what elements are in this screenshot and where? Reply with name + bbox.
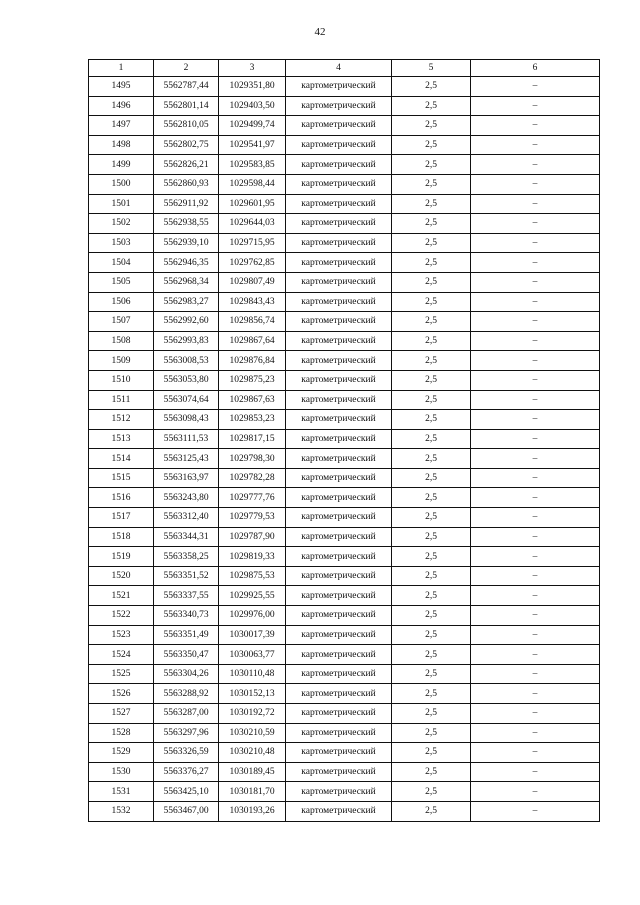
table-body (89, 77, 600, 822)
point-number-cell: 1507 (89, 312, 154, 332)
note-cell: – (471, 429, 600, 449)
accuracy-cell: 2,5 (392, 547, 471, 567)
y-coordinate-cell: 1029499,74 (219, 116, 286, 136)
note-cell: – (471, 449, 600, 469)
accuracy-cell: 2,5 (392, 606, 471, 626)
y-coordinate-cell: 1029876,84 (219, 351, 286, 371)
accuracy-cell: 2,5 (392, 116, 471, 136)
accuracy-cell: 2,5 (392, 743, 471, 763)
method-cell: картометрический (286, 351, 392, 371)
table-row (89, 684, 600, 704)
point-number-cell: 1516 (89, 488, 154, 508)
method-cell: картометрический (286, 586, 392, 606)
accuracy-cell: 2,5 (392, 312, 471, 332)
point-number-cell: 1501 (89, 194, 154, 214)
method-cell: картометрический (286, 194, 392, 214)
method-cell: картометрический (286, 547, 392, 567)
y-coordinate-cell: 1030192,72 (219, 704, 286, 724)
x-coordinate-cell: 5563358,25 (154, 547, 219, 567)
point-number-cell: 1506 (89, 292, 154, 312)
note-cell: – (471, 312, 600, 332)
y-coordinate-cell: 1029843,43 (219, 292, 286, 312)
point-number-cell: 1520 (89, 566, 154, 586)
note-cell: – (471, 135, 600, 155)
table-row (89, 527, 600, 547)
x-coordinate-cell: 5563098,43 (154, 410, 219, 430)
method-cell: картометрический (286, 292, 392, 312)
x-coordinate-cell: 5563344,31 (154, 527, 219, 547)
column-header: 3 (219, 60, 286, 77)
y-coordinate-cell: 1029875,23 (219, 370, 286, 390)
y-coordinate-cell: 1030017,39 (219, 625, 286, 645)
table-row (89, 586, 600, 606)
accuracy-cell: 2,5 (392, 684, 471, 704)
table-header-row (89, 60, 600, 77)
y-coordinate-cell: 1029819,33 (219, 547, 286, 567)
accuracy-cell: 2,5 (392, 488, 471, 508)
table-row (89, 468, 600, 488)
x-coordinate-cell: 5562787,44 (154, 77, 219, 97)
note-cell: – (471, 782, 600, 802)
method-cell: картометрический (286, 429, 392, 449)
x-coordinate-cell: 5562983,27 (154, 292, 219, 312)
x-coordinate-cell: 5563326,59 (154, 743, 219, 763)
table-row (89, 566, 600, 586)
point-number-cell: 1529 (89, 743, 154, 763)
method-cell: картометрический (286, 370, 392, 390)
note-cell: – (471, 606, 600, 626)
table-row (89, 214, 600, 234)
table-row (89, 272, 600, 292)
note-cell: – (471, 762, 600, 782)
note-cell: – (471, 527, 600, 547)
note-cell: – (471, 292, 600, 312)
x-coordinate-cell: 5562860,93 (154, 174, 219, 194)
x-coordinate-cell: 5563111,53 (154, 429, 219, 449)
method-cell: картометрический (286, 743, 392, 763)
point-number-cell: 1510 (89, 370, 154, 390)
x-coordinate-cell: 5562802,75 (154, 135, 219, 155)
y-coordinate-cell: 1029403,50 (219, 96, 286, 116)
y-coordinate-cell: 1029925,55 (219, 586, 286, 606)
method-cell: картометрический (286, 77, 392, 97)
note-cell: – (471, 77, 600, 97)
table-row (89, 116, 600, 136)
x-coordinate-cell: 5563425,10 (154, 782, 219, 802)
accuracy-cell: 2,5 (392, 566, 471, 586)
x-coordinate-cell: 5563053,80 (154, 370, 219, 390)
method-cell: картометрический (286, 135, 392, 155)
note-cell: – (471, 116, 600, 136)
y-coordinate-cell: 1029601,95 (219, 194, 286, 214)
note-cell: – (471, 331, 600, 351)
point-number-cell: 1511 (89, 390, 154, 410)
y-coordinate-cell: 1029541,97 (219, 135, 286, 155)
point-number-cell: 1504 (89, 253, 154, 273)
table-row (89, 331, 600, 351)
y-coordinate-cell: 1029853,23 (219, 410, 286, 430)
table-row (89, 312, 600, 332)
y-coordinate-cell: 1029856,74 (219, 312, 286, 332)
x-coordinate-cell: 5562826,21 (154, 155, 219, 175)
table-row (89, 370, 600, 390)
table-row (89, 664, 600, 684)
y-coordinate-cell: 1030193,26 (219, 801, 286, 821)
point-number-cell: 1532 (89, 801, 154, 821)
point-number-cell: 1518 (89, 527, 154, 547)
x-coordinate-cell: 5562993,83 (154, 331, 219, 351)
note-cell: – (471, 547, 600, 567)
table-row (89, 723, 600, 743)
y-coordinate-cell: 1030189,45 (219, 762, 286, 782)
method-cell: картометрический (286, 684, 392, 704)
table-row (89, 292, 600, 312)
y-coordinate-cell: 1030181,70 (219, 782, 286, 802)
column-header: 4 (286, 60, 392, 77)
accuracy-cell: 2,5 (392, 429, 471, 449)
accuracy-cell: 2,5 (392, 370, 471, 390)
method-cell: картометрический (286, 782, 392, 802)
x-coordinate-cell: 5562938,55 (154, 214, 219, 234)
accuracy-cell: 2,5 (392, 174, 471, 194)
accuracy-cell: 2,5 (392, 762, 471, 782)
x-coordinate-cell: 5563008,53 (154, 351, 219, 371)
point-number-cell: 1521 (89, 586, 154, 606)
method-cell: картометрический (286, 96, 392, 116)
x-coordinate-cell: 5562968,34 (154, 272, 219, 292)
note-cell: – (471, 155, 600, 175)
table-row (89, 782, 600, 802)
method-cell: картометрический (286, 508, 392, 528)
accuracy-cell: 2,5 (392, 96, 471, 116)
accuracy-cell: 2,5 (392, 586, 471, 606)
accuracy-cell: 2,5 (392, 253, 471, 273)
y-coordinate-cell: 1030110,48 (219, 664, 286, 684)
y-coordinate-cell: 1030063,77 (219, 645, 286, 665)
column-header: 2 (154, 60, 219, 77)
table-row (89, 547, 600, 567)
table-row (89, 233, 600, 253)
accuracy-cell: 2,5 (392, 292, 471, 312)
method-cell: картометрический (286, 704, 392, 724)
table-row (89, 194, 600, 214)
y-coordinate-cell: 1029598,44 (219, 174, 286, 194)
table-row (89, 449, 600, 469)
method-cell: картометрический (286, 664, 392, 684)
method-cell: картометрический (286, 116, 392, 136)
note-cell: – (471, 664, 600, 684)
note-cell: – (471, 370, 600, 390)
x-coordinate-cell: 5563351,52 (154, 566, 219, 586)
note-cell: – (471, 194, 600, 214)
y-coordinate-cell: 1029867,63 (219, 390, 286, 410)
point-number-cell: 1513 (89, 429, 154, 449)
note-cell: – (471, 586, 600, 606)
point-number-cell: 1527 (89, 704, 154, 724)
point-number-cell: 1514 (89, 449, 154, 469)
accuracy-cell: 2,5 (392, 351, 471, 371)
y-coordinate-cell: 1029351,80 (219, 77, 286, 97)
note-cell: – (471, 566, 600, 586)
y-coordinate-cell: 1029782,28 (219, 468, 286, 488)
point-number-cell: 1531 (89, 782, 154, 802)
table-row (89, 253, 600, 273)
note-cell: – (471, 684, 600, 704)
note-cell: – (471, 801, 600, 821)
x-coordinate-cell: 5563350,47 (154, 645, 219, 665)
x-coordinate-cell: 5562911,92 (154, 194, 219, 214)
note-cell: – (471, 272, 600, 292)
method-cell: картометрический (286, 312, 392, 332)
method-cell: картометрический (286, 214, 392, 234)
accuracy-cell: 2,5 (392, 272, 471, 292)
x-coordinate-cell: 5563304,26 (154, 664, 219, 684)
x-coordinate-cell: 5563287,00 (154, 704, 219, 724)
accuracy-cell: 2,5 (392, 704, 471, 724)
method-cell: картометрический (286, 155, 392, 175)
table-row (89, 77, 600, 97)
point-number-cell: 1526 (89, 684, 154, 704)
accuracy-cell: 2,5 (392, 468, 471, 488)
method-cell: картометрический (286, 723, 392, 743)
accuracy-cell: 2,5 (392, 410, 471, 430)
point-number-cell: 1528 (89, 723, 154, 743)
note-cell: – (471, 390, 600, 410)
x-coordinate-cell: 5563243,80 (154, 488, 219, 508)
y-coordinate-cell: 1029644,03 (219, 214, 286, 234)
y-coordinate-cell: 1030210,59 (219, 723, 286, 743)
accuracy-cell: 2,5 (392, 155, 471, 175)
x-coordinate-cell: 5562939,10 (154, 233, 219, 253)
x-coordinate-cell: 5563297,96 (154, 723, 219, 743)
note-cell: – (471, 233, 600, 253)
method-cell: картометрический (286, 410, 392, 430)
y-coordinate-cell: 1029583,85 (219, 155, 286, 175)
x-coordinate-cell: 5563125,43 (154, 449, 219, 469)
method-cell: картометрический (286, 606, 392, 626)
method-cell: картометрический (286, 762, 392, 782)
table-row (89, 762, 600, 782)
x-coordinate-cell: 5562946,35 (154, 253, 219, 273)
accuracy-cell: 2,5 (392, 801, 471, 821)
method-cell: картометрический (286, 174, 392, 194)
note-cell: – (471, 743, 600, 763)
point-number-cell: 1495 (89, 77, 154, 97)
note-cell: – (471, 508, 600, 528)
method-cell: картометрический (286, 625, 392, 645)
table-row (89, 801, 600, 821)
y-coordinate-cell: 1030152,13 (219, 684, 286, 704)
table-row (89, 96, 600, 116)
note-cell: – (471, 214, 600, 234)
column-header: 5 (392, 60, 471, 77)
table-row (89, 625, 600, 645)
table-row (89, 704, 600, 724)
method-cell: картометрический (286, 801, 392, 821)
y-coordinate-cell: 1029976,00 (219, 606, 286, 626)
x-coordinate-cell: 5563340,73 (154, 606, 219, 626)
accuracy-cell: 2,5 (392, 723, 471, 743)
column-header: 6 (471, 60, 600, 77)
x-coordinate-cell: 5563163,97 (154, 468, 219, 488)
x-coordinate-cell: 5563288,92 (154, 684, 219, 704)
accuracy-cell: 2,5 (392, 645, 471, 665)
method-cell: картометрический (286, 233, 392, 253)
point-number-cell: 1524 (89, 645, 154, 665)
note-cell: – (471, 645, 600, 665)
accuracy-cell: 2,5 (392, 508, 471, 528)
accuracy-cell: 2,5 (392, 390, 471, 410)
page-number: 42 (314, 26, 326, 38)
table-row (89, 390, 600, 410)
note-cell: – (471, 351, 600, 371)
point-number-cell: 1508 (89, 331, 154, 351)
x-coordinate-cell: 5563467,00 (154, 801, 219, 821)
x-coordinate-cell: 5562992,60 (154, 312, 219, 332)
point-number-cell: 1523 (89, 625, 154, 645)
point-number-cell: 1530 (89, 762, 154, 782)
point-number-cell: 1496 (89, 96, 154, 116)
y-coordinate-cell: 1029807,49 (219, 272, 286, 292)
table-row (89, 488, 600, 508)
table-row (89, 429, 600, 449)
method-cell: картометрический (286, 488, 392, 508)
accuracy-cell: 2,5 (392, 331, 471, 351)
method-cell: картометрический (286, 527, 392, 547)
note-cell: – (471, 174, 600, 194)
y-coordinate-cell: 1029817,15 (219, 429, 286, 449)
y-coordinate-cell: 1029875,53 (219, 566, 286, 586)
x-coordinate-cell: 5563337,55 (154, 586, 219, 606)
table-row (89, 743, 600, 763)
x-coordinate-cell: 5562810,05 (154, 116, 219, 136)
method-cell: картометрический (286, 468, 392, 488)
method-cell: картометрический (286, 645, 392, 665)
method-cell: картометрический (286, 449, 392, 469)
y-coordinate-cell: 1029779,53 (219, 508, 286, 528)
method-cell: картометрический (286, 566, 392, 586)
point-number-cell: 1502 (89, 214, 154, 234)
x-coordinate-cell: 5563376,27 (154, 762, 219, 782)
method-cell: картометрический (286, 253, 392, 273)
point-number-cell: 1515 (89, 468, 154, 488)
table-row (89, 174, 600, 194)
method-cell: картометрический (286, 390, 392, 410)
x-coordinate-cell: 5563351,49 (154, 625, 219, 645)
y-coordinate-cell: 1029762,85 (219, 253, 286, 273)
table-row (89, 135, 600, 155)
accuracy-cell: 2,5 (392, 664, 471, 684)
accuracy-cell: 2,5 (392, 449, 471, 469)
y-coordinate-cell: 1030210,48 (219, 743, 286, 763)
accuracy-cell: 2,5 (392, 77, 471, 97)
note-cell: – (471, 625, 600, 645)
point-number-cell: 1503 (89, 233, 154, 253)
accuracy-cell: 2,5 (392, 214, 471, 234)
accuracy-cell: 2,5 (392, 233, 471, 253)
y-coordinate-cell: 1029787,90 (219, 527, 286, 547)
note-cell: – (471, 488, 600, 508)
table-row (89, 351, 600, 371)
x-coordinate-cell: 5563074,64 (154, 390, 219, 410)
y-coordinate-cell: 1029715,95 (219, 233, 286, 253)
accuracy-cell: 2,5 (392, 194, 471, 214)
point-number-cell: 1497 (89, 116, 154, 136)
table-row (89, 606, 600, 626)
note-cell: – (471, 704, 600, 724)
point-number-cell: 1517 (89, 508, 154, 528)
point-number-cell: 1500 (89, 174, 154, 194)
note-cell: – (471, 723, 600, 743)
y-coordinate-cell: 1029867,64 (219, 331, 286, 351)
note-cell: – (471, 410, 600, 430)
table-row (89, 645, 600, 665)
point-number-cell: 1519 (89, 547, 154, 567)
method-cell: картометрический (286, 272, 392, 292)
point-number-cell: 1509 (89, 351, 154, 371)
table-row (89, 155, 600, 175)
coordinates-table (88, 59, 600, 822)
x-coordinate-cell: 5563312,40 (154, 508, 219, 528)
point-number-cell: 1499 (89, 155, 154, 175)
note-cell: – (471, 253, 600, 273)
table-row (89, 410, 600, 430)
x-coordinate-cell: 5562801,14 (154, 96, 219, 116)
point-number-cell: 1498 (89, 135, 154, 155)
y-coordinate-cell: 1029798,30 (219, 449, 286, 469)
accuracy-cell: 2,5 (392, 527, 471, 547)
accuracy-cell: 2,5 (392, 135, 471, 155)
accuracy-cell: 2,5 (392, 625, 471, 645)
method-cell: картометрический (286, 331, 392, 351)
point-number-cell: 1522 (89, 606, 154, 626)
point-number-cell: 1505 (89, 272, 154, 292)
column-header: 1 (89, 60, 154, 77)
y-coordinate-cell: 1029777,76 (219, 488, 286, 508)
note-cell: – (471, 468, 600, 488)
point-number-cell: 1512 (89, 410, 154, 430)
table-row (89, 508, 600, 528)
point-number-cell: 1525 (89, 664, 154, 684)
accuracy-cell: 2,5 (392, 782, 471, 802)
note-cell: – (471, 96, 600, 116)
